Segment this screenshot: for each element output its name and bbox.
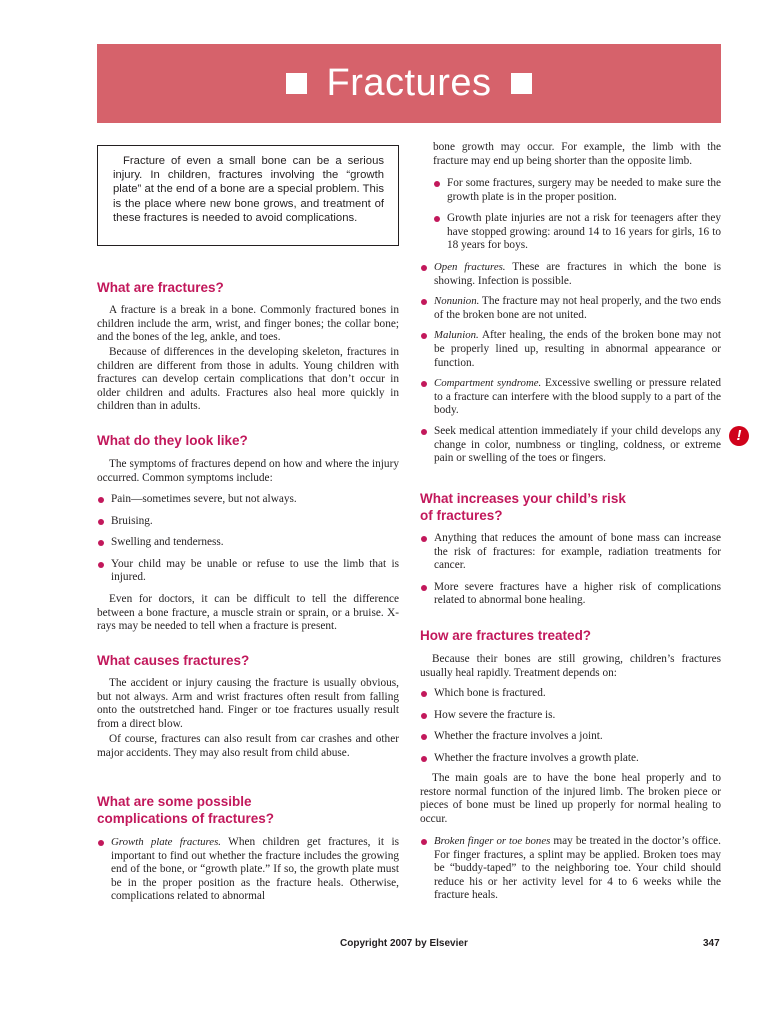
list-item: Bruising. [97,515,399,529]
growth-plate-continued: bone growth may occur. For example, the limb with the fracture may end up being shorter than the opposite limb. [433,141,721,167]
title-banner [97,44,721,123]
list-item: Pain—sometimes severe, but not always. [97,493,399,507]
heading-risk-line-1: What increases your child’s risk [420,491,626,506]
list-item [420,261,721,288]
list-item: Swelling and tenderness. [97,536,399,550]
look-like-paragraph-1: The symptoms of fractures depend on how and where the injury occurred. Common symptoms include: [97,458,399,484]
heading-what-do-they-look-like: What do they look like? [97,433,248,448]
growth-plate-sublist [433,177,721,253]
growth-plate-term: Growth plate fractures. [111,836,221,848]
causes-paragraph-2: Of course, fractures can also result from car crashes and other major accidents. They may also result from child abuse. [97,733,399,759]
treatment-list [420,835,721,903]
square-icon [286,73,307,94]
nonunion-text: The fracture may not heal properly, and the two ends of the broken bone are not united. [434,295,721,321]
look-like-paragraph-2: Even for doctors, it can be difficult to tell the difference between a bone fracture, a muscle strain or sprain, or a bruise. X-rays may be needed to tell when a fracture is present. [97,593,399,633]
treated-paragraph-2: The main goals are to have the bone heal properly and to restore normal function of the injured limb. The broken piece or pieces of bone must be lined up properly for normal healing to occur. [420,772,721,825]
treatment-factors-list [420,687,721,765]
causes-paragraph-1: The accident or injury causing the fracture is usually obvious, but not always. Arm and wrist fractures often result from falling onto the outstretched hand. Finger or toe fractures usually result from a direct blow. [97,677,399,730]
treated-paragraph-1: Because their bones are still growing, children’s fractures usually heal rapidly. Treatment depends on: [420,653,721,679]
heading-complications-line-1: What are some possible [97,794,252,809]
symptoms-list [97,493,399,585]
intro-text: Fracture of even a small bone can be a serious injury. In children, fractures involving the “growth plate” at the end of a bone are a special problem. This is the place where new bone grows, and treatment of these fractures is needed to avoid complications. [113,155,384,224]
list-item [420,835,721,903]
malunion-text: After healing, the ends of the broken bone may not be properly lined up, resulting in abnormal appearance or function. [434,329,721,369]
alert-icon: ! [729,426,749,446]
nonunion-term: Nonunion. [434,295,480,308]
list-item: For some fractures, surgery may be needed to make sure the growth plate is in the proper position. [433,177,721,204]
square-icon [511,73,532,94]
list-item: Anything that reduces the amount of bone mass can increase the risk of fractures: for example, radiation treatments for cancer. [420,532,721,573]
intro-box [97,145,399,246]
complications-list-start [97,836,399,904]
page-title: Fractures [326,62,492,104]
malunion-term: Malunion. [434,329,479,342]
compartment-syndrome-text: Excessive swelling or pressure related to a fracture can interfere with the blood supply to a part of the body. [434,377,721,417]
list-item [420,377,721,418]
heading-what-are-fractures: What are fractures? [97,280,224,295]
list-item [420,329,721,370]
page-number: 347 [703,938,720,949]
broken-bones-text: may be treated in the doctor’s office. For finger fractures, a splint may be applied. Broken toes may be “buddy-taped” to the neighboring toe. Your child should reduce his or her activity level for 4 to 6 weeks while the fracture heals. [434,835,721,902]
complications-list [420,261,721,466]
what-are-paragraph-2: Because of differences in the developing skeleton, fractures in children are different from those in adults. Young children with fractures can develop certain complications that don’t occur in older children and adults. Fractures also heal more quickly in children than in adults. [97,346,399,413]
broken-bones-term: Broken finger or toe bones [434,835,551,847]
list-item: Growth plate injuries are not a risk for teenagers after they have stopped growing: around 14 to 16 years for girls, 16 to 18 years for boys. [433,212,721,253]
open-fractures-term: Open fractures. [434,261,506,273]
heading-complications-line-2: complications of fractures? [97,811,275,826]
risk-list [420,532,721,608]
heading-what-causes-fractures: What causes fractures? [97,653,250,668]
open-fractures-text: These are fractures in which the bone is showing. Infection is possible. [434,261,721,287]
list-item: How severe the fracture is. [420,709,721,723]
heading-risk-line-2: of fractures? [420,508,503,523]
heading-complications [97,793,274,827]
list-item: Seek medical attention immediately if your child develops any change in color, numbness or tingling, coldness, or extreme pain or swelling of the toes or fingers. [420,425,721,466]
compartment-syndrome-term: Compartment syndrome. [434,377,542,390]
list-item: More severe fractures have a higher risk of complications related to abnormal bone healing. [420,581,721,608]
list-item: Whether the fracture involves a joint. [420,730,721,744]
list-item [97,836,399,904]
heading-risk [420,490,626,524]
list-item [420,295,721,322]
growth-plate-text: When children get fractures, it is important to find out whether the fracture includes the growing end of the bone, or “growth plate.” If so, the growth plate must be in the proper position as the fracture heals. Otherwise, complications related to abnormal [111,836,399,903]
copyright: Copyright 2007 by Elsevier [340,938,468,949]
list-item: Which bone is fractured. [420,687,721,701]
list-item: Whether the fracture involves a growth plate. [420,752,721,766]
list-item: Your child may be unable or refuse to use the limb that is injured. [97,558,399,585]
heading-how-treated: How are fractures treated? [420,628,592,643]
what-are-paragraph-1: A fracture is a break in a bone. Commonly fractured bones in children include the arm, wrist, and finger bones; the collar bone; and the bones of the leg, ankle, and toes. [97,304,399,344]
